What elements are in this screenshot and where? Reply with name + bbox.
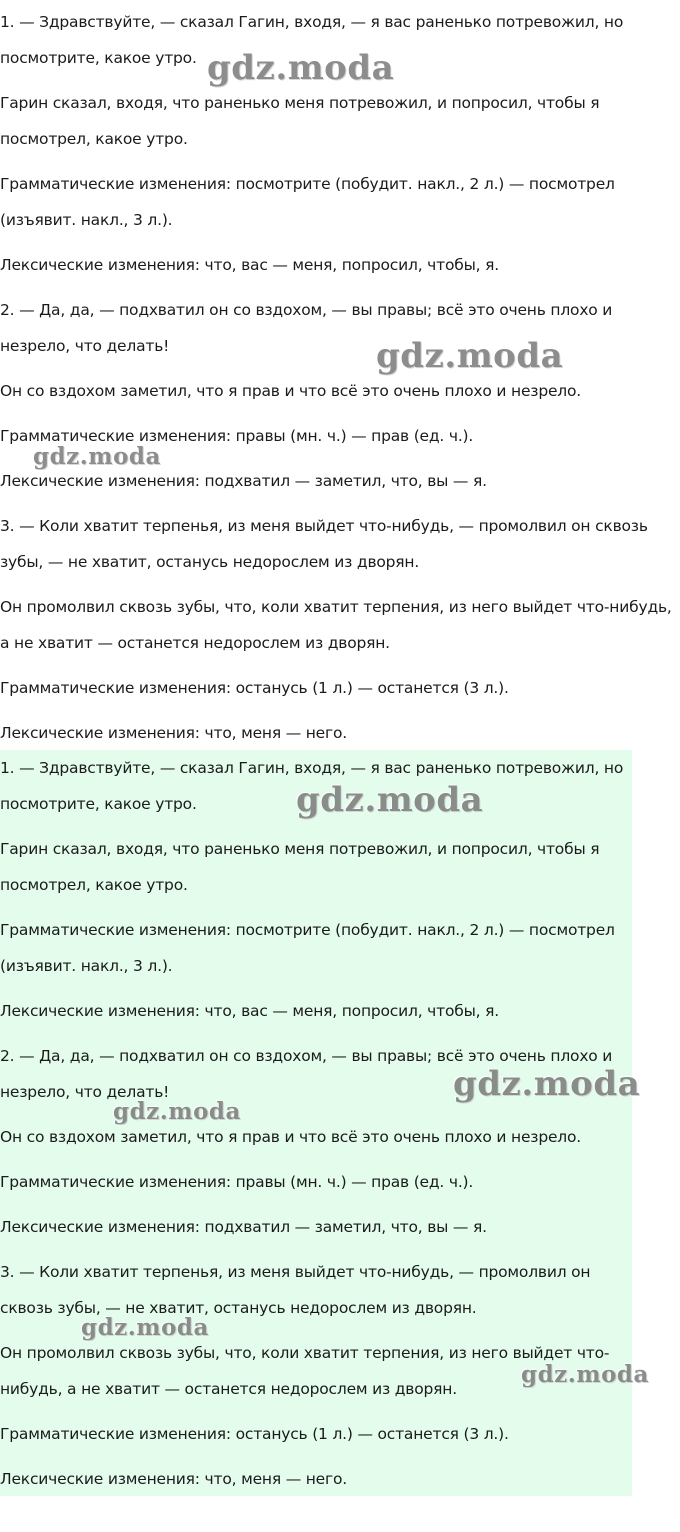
watermark-logo: gdz.moda xyxy=(296,780,484,820)
paragraph-1-lexical: Лексические изменения: что, вас — меня, попросил, чтобы, я. xyxy=(0,256,499,274)
answer-block-highlighted xyxy=(0,750,632,1496)
paragraph-2-lexical: Лексические изменения: подхватил — заметил, что, вы — я. xyxy=(0,1218,487,1236)
paragraph-3-lexical: Лексические изменения: что, меня — него. xyxy=(0,724,347,742)
paragraph-3-reported: Он промолвил сквозь зубы, что, коли хватит терпения, из него выйдет что-нибудь, а не хватит — останется недорослем из дворян. xyxy=(0,598,672,652)
answer-block-plain xyxy=(0,4,680,751)
paragraph-1-lexical: Лексические изменения: что, вас — меня, попросил, чтобы, я. xyxy=(0,1002,499,1020)
paragraph-1-grammar: Грамматические изменения: посмотрите (побудит. накл., 2 л.) — посмотрел (изъявит. накл., 3 л.). xyxy=(0,921,615,975)
watermark-logo: gdz.moda xyxy=(81,1314,209,1341)
paragraph-2-grammar: Грамматические изменения: правы (мн. ч.) — прав (ед. ч.). xyxy=(0,427,474,445)
watermark-logo: gdz.moda xyxy=(376,336,564,376)
paragraph-3-grammar: Грамматические изменения: останусь (1 л.) — останется (3 л.). xyxy=(0,679,509,697)
paragraph-1-sentence: 1. — Здравствуйте, — сказал Гагин, входя, — я вас раненько потревожил, но посмотрите, какое утро. xyxy=(0,13,624,67)
paragraph-3-lexical: Лексические изменения: что, меня — него. xyxy=(0,1470,347,1488)
paragraph-1-sentence: 1. — Здравствуйте, — сказал Гагин, входя, — я вас раненько потревожил, но посмотрите, какое утро. xyxy=(0,759,624,813)
paragraph-3-sentence: 3. — Коли хватит терпенья, из меня выйдет что-нибудь, — промолвил он сквозь зубы, — не хватит, останусь недорослем из дворян. xyxy=(0,517,648,571)
paragraph-2-sentence: 2. — Да, да, — подхватил он со вздохом, — вы правы; всё это очень плохо и незрело, что делать! xyxy=(0,301,613,355)
paragraph-2-reported: Он со вздохом заметил, что я прав и что всё это очень плохо и незрело. xyxy=(0,1128,582,1146)
watermark-logo: gdz.moda xyxy=(207,48,395,88)
paragraph-1-reported: Гарин сказал, входя, что раненько меня потревожил, и попросил, чтобы я посмотрел, какое утро. xyxy=(0,840,600,894)
paragraph-3-reported: Он промолвил сквозь зубы, что, коли хватит терпения, из него выйдет что-нибудь, а не хватит — останется недорослем из дворян. xyxy=(0,1344,610,1398)
paragraph-1-reported: Гарин сказал, входя, что раненько меня потревожил, и попросил, чтобы я посмотрел, какое утро. xyxy=(0,94,600,148)
paragraph-1-grammar: Грамматические изменения: посмотрите (побудит. накл., 2 л.) — посмотрел (изъявит. накл., 3 л.). xyxy=(0,175,615,229)
paragraph-2-sentence: 2. — Да, да, — подхватил он со вздохом, — вы правы; всё это очень плохо и незрело, что делать! xyxy=(0,1047,613,1101)
watermark-logo: gdz.moda xyxy=(521,1361,649,1388)
watermark-logo: gdz.moda xyxy=(113,1098,241,1125)
paragraph-2-reported: Он со вздохом заметил, что я прав и что всё это очень плохо и незрело. xyxy=(0,382,582,400)
paragraph-2-lexical: Лексические изменения: подхватил — заметил, что, вы — я. xyxy=(0,472,487,490)
watermark-logo: gdz.moda xyxy=(33,443,161,470)
paragraph-3-grammar: Грамматические изменения: останусь (1 л.) — останется (3 л.). xyxy=(0,1425,509,1443)
paragraph-3-sentence: 3. — Коли хватит терпенья, из меня выйдет что-нибудь, — промолвил он сквозь зубы, — не хватит, останусь недорослем из дворян. xyxy=(0,1263,591,1317)
watermark-logo: gdz.moda xyxy=(453,1064,641,1104)
paragraph-2-grammar: Грамматические изменения: правы (мн. ч.) — прав (ед. ч.). xyxy=(0,1173,474,1191)
